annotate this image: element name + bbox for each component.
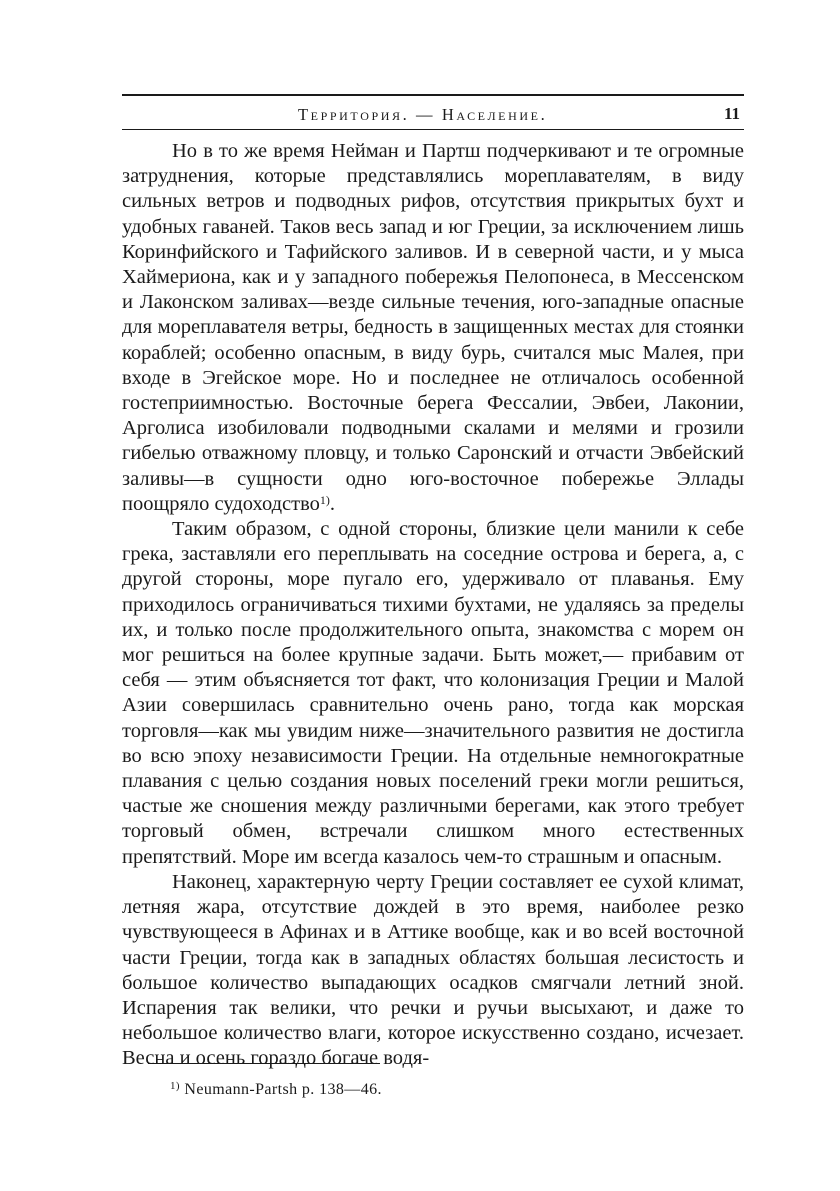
running-header (122, 99, 744, 130)
footnote-reference: 1) (319, 492, 330, 507)
paragraph-1 (122, 139, 744, 517)
paragraph-1-text: Но в то же время Нейман и Партш подчеркивают и те огромные затруднения, которые представлялись мореплавателям, в виду сильных ветров и подводных рифов, отсутствия прикрытых бухт и удобных гаваней. Таков весь запад и юг Греции, за исключением лишь Коринфийского и Тафийского заливов. И в северной части, и у мыса Хаймериона, как и у западного побережья Пелопонеса, в Мессенском и Лаконском заливах—везде сильные течения, юго-западные опасные для мореплавателя ветры, бедность в защищенных местах для стоянки кораблей; особенно опасным, в виду бурь, считался мыс Малея, при входе в Эгейское море. Но и последнее не отличалось особенной гостеприимностью. Восточные берега Фессалии, Эвбеи, Лаконии, Арголиса изобиловали подводными скалами и мелями и грозили гибелью отважному пловцу, и только Саронский и отчасти Эвбейский заливы—в сущности одно юго-восточное побережье Эллады поощряло судоходство (122, 140, 744, 515)
running-title: Территория. — Население. (298, 105, 548, 124)
footnote-rule (148, 1063, 380, 1064)
paragraph-3 (122, 870, 744, 1072)
footnote-text: Neumann-Partsh p. 138—46. (184, 1081, 382, 1098)
header-top-rule (122, 94, 744, 96)
footnote-marker: 1) (170, 1080, 180, 1092)
paragraph-1-tail: . (329, 492, 336, 515)
body-text (122, 139, 744, 1072)
paragraph-3-text: Наконец, характерную черту Греции составляет ее сухой климат, летняя жара, отсутствие дождей в это время, наиболее резко чувствующееся в Афинах и в Аттике вообще, как и во всей восточной части Греции, тогда как в западных областях большая лесистость и большое количество выпадающих осадков смягчали летний зной. Испарения так велики, что речки и ручьи высыхают, и даже то небольшое количество влаги, которое искусственно создано, исчезает. Весна и осень гораздо богаче водя- (122, 870, 744, 1070)
page-number: 11 (723, 104, 740, 123)
page-content (122, 94, 744, 1072)
paragraph-2 (122, 517, 744, 870)
paragraph-2-text: Таким образом, с одной стороны, близкие цели манили к себе грека, заставляли его переплывать на соседние острова и берега, а, с другой стороны, море пугало его, удерживало от плаванья. Ему приходилось ограничиваться тихими бухтами, не удаляясь за пределы их, и только после продолжительного опыта, знакомства с морем он мог решиться на более крупные задачи. Быть может,— прибавим от себя — этим объясняется тот факт, что колонизация Греции и Малой Азии совершилась сравнительно очень рано, тогда как морская торговля—как мы увидим ниже—значительного развития не достигла во всю эпоху независимости Греции. На отдельные немногократные плавания с целью создания новых поселений греки могли решиться, частые же сношения между различными берегами, как этого требует торговый обмен, встречали слишком много естественных препятствий. Море им всегда казалось чем-то страшным и опасным. (122, 518, 744, 868)
footnote (170, 1081, 382, 1099)
